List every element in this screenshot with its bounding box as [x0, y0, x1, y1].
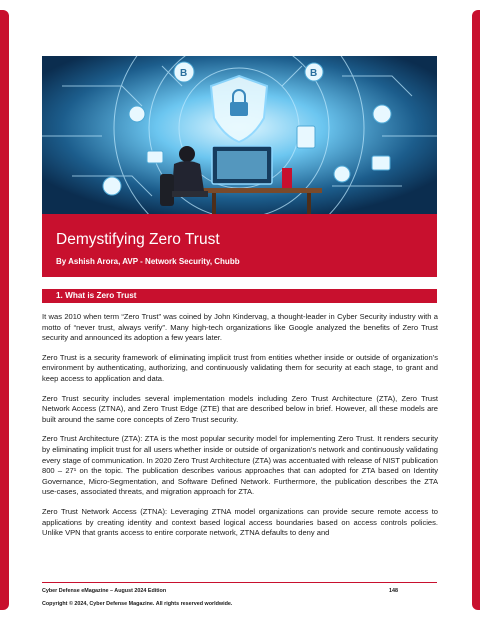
page-number: 148	[389, 588, 398, 594]
paragraph: It was 2010 when term “Zero Trust” was coined by John Kindervag, a thought-leader in Cyber Security industry with a motto of “never trust, always verify”. Many high-tech organizations like Google analyzed the benefits of Zero Trust security and announced its adoption a few years later.	[42, 312, 438, 343]
section-heading: 1. What is Zero Trust	[56, 291, 137, 300]
paragraph: Zero Trust Network Access (ZTNA): Leveraging ZTNA model organizations can provide secure remote access to applications by creating identity and context based logical access boundaries based on access controls policies. Unlike VPN that grants access to entire corporate network, ZTNA defaults to deny and	[42, 506, 438, 538]
footer-copyright: Copyright © 2024, Cyber Defense Magazine. All rights reserved worldwide.	[42, 601, 233, 607]
cyber-security-illustration	[42, 56, 437, 214]
article-byline: By Ashish Arora, AVP - Network Security, Chubb	[56, 257, 240, 266]
page-edge-right	[471, 0, 480, 621]
hero-illustration	[42, 56, 437, 214]
svg-text:B: B	[310, 68, 318, 79]
footer-divider	[42, 582, 437, 583]
paragraph: Zero Trust security includes several implementation models including Zero Trust Architecture (ZTA), Zero Trust Network Access (ZTNA), and Zero Trust Edge (ZTE) that are described below in brief. However, all these models are built around the same core concepts of Zero Trust security.	[42, 393, 438, 424]
section-heading-bar	[42, 289, 437, 303]
footer-edition: Cyber Defense eMagazine – August 2024 Edition	[42, 588, 167, 594]
article-title: Demystifying Zero Trust	[56, 231, 220, 248]
paragraph: Zero Trust is a security framework of eliminating implicit trust from entities whether inside or outside of organization’s environment by authenticating, authorizing, and continuously validating them for security at each stage, to grant and keep access to application and data.	[42, 352, 438, 383]
svg-text:B: B	[180, 68, 188, 79]
page-edge-left	[0, 0, 10, 621]
title-banner	[42, 214, 437, 277]
paragraph: Zero Trust Architecture (ZTA): ZTA is the most popular security model for implementing Zero Trust. It renders security by eliminating implicit trust for all users whether inside or outside of organization’s network and continuously validating every stage of communication. In 2020 Zero Trust Architecture (ZTA) was accentuated with release of NIST publication 800 – 27¹ on the topic. The publication describes various approaches that can adopted for ZTA based on Identity Governance, Micro-Segmentation, and Software Defined Network. Furthermore, the publication describes the ZTA use-cases, associated threats, and migration approach for ZTA.	[42, 434, 438, 497]
article-body	[42, 312, 438, 548]
